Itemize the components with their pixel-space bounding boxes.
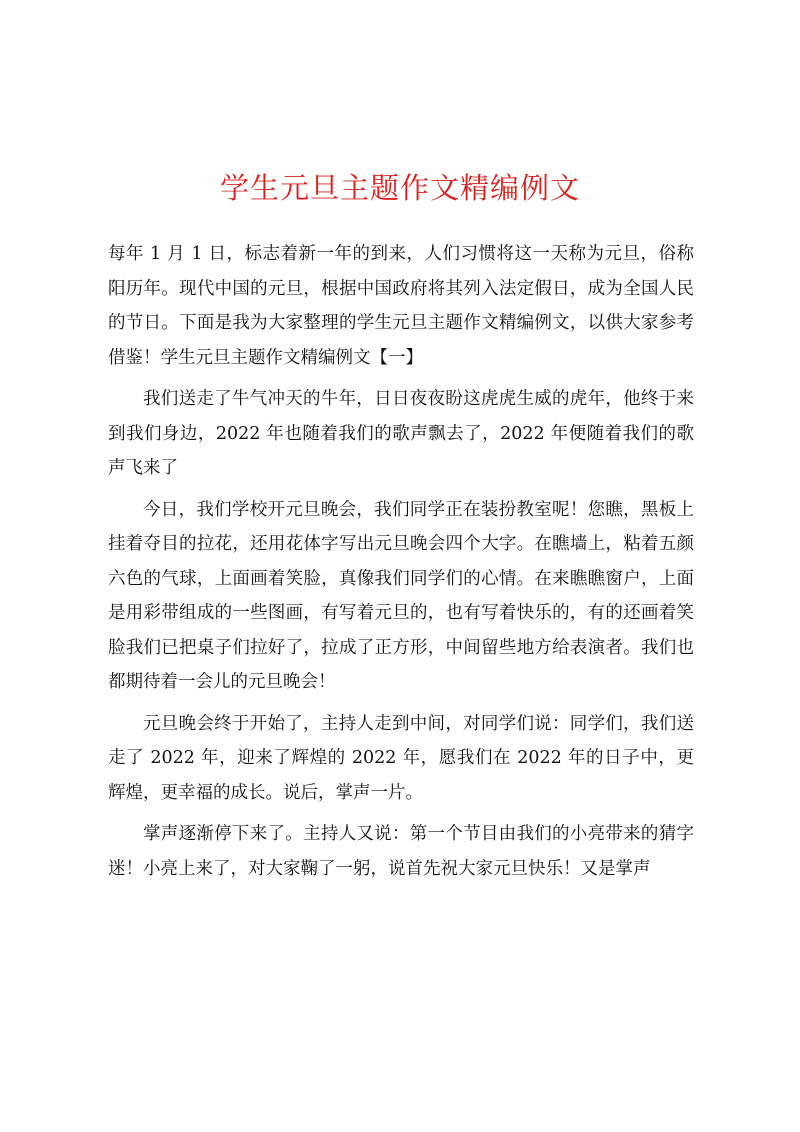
paragraph-3: 元旦晚会终于开始了，主持人走到中间，对同学们说：同学们，我们送走了 2022 年，迎来了辉煌的 2022 年，愿我们在 2022 年的日子中，更辉煌，更幸福的成长。说后，掌声一片。 xyxy=(108,713,694,803)
paragraph-4: 掌声逐渐停下来了。主持人又说：第一个节目由我们的小亮带来的猜字迷！小亮上来了，对大家鞠了一躬，说首先祝大家元旦快乐！又是掌声 xyxy=(108,824,694,879)
paragraph-1: 我们送走了牛气冲天的牛年，日日夜夜盼这虎虎生威的虎年，他终于来到我们身边，2022 年也随着我们的歌声飘去了，2022 年便随着我们的歌声飞来了 xyxy=(108,389,694,478)
paragraph-intro: 每年 1 月 1 日，标志着新一年的到来，人们习惯将这一天称为元旦，俗称阳历年。现代中国的元旦，根据中国政府将其列入法定假日，成为全国人民的节日。下面是我为大家整理的学生元旦主题作文精编例文，以供大家参考借鉴！学生元旦主题作文精编例文【一】 xyxy=(108,244,694,368)
document-body xyxy=(108,237,694,893)
paragraph-2: 今日，我们学校开元旦晚会，我们同学正在装扮教室呢！您瞧，黑板上挂着夺目的拉花，还用花体字写出元旦晚会四个大字。在瞧墙上，粘着五颜六色的气球，上面画着笑脸，真像我们同学们的心情。在来瞧瞧窗户，上面是用彩带组成的一些图画，有写着元旦的，也有写着快乐的，有的还画着笑脸我们已把桌子们拉好了，拉成了正方形，中间留些地方给表演者。我们也都期待着一会儿的元旦晚会！ xyxy=(108,499,694,692)
document-title: 学生元旦主题作文精编例文 xyxy=(219,171,580,205)
